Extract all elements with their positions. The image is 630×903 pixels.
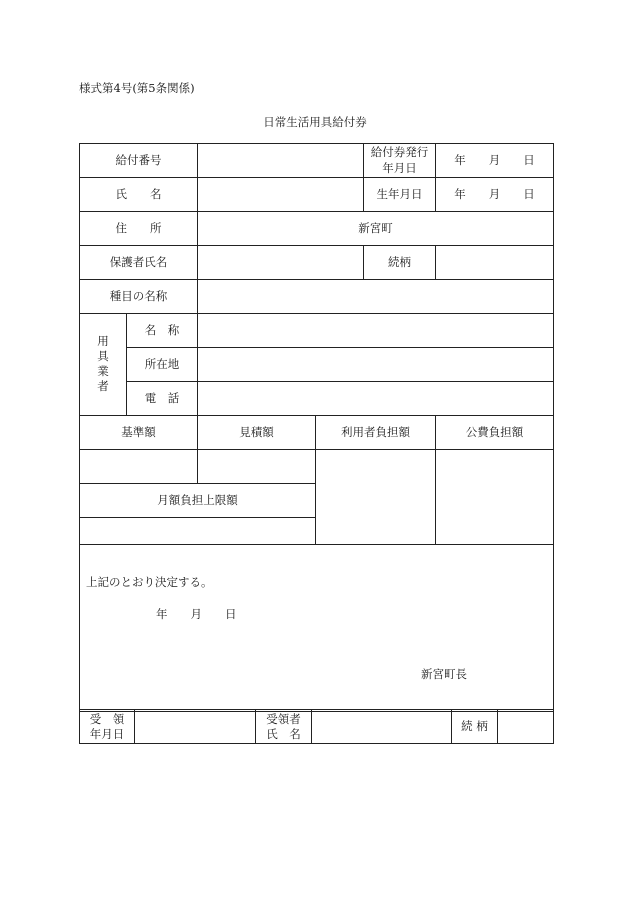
standard-amount-label: 基準額 bbox=[80, 416, 198, 450]
estimate-amount-field[interactable] bbox=[198, 450, 316, 484]
recipient-name-label: 受領者 氏 名 bbox=[256, 710, 312, 744]
vendor-name-field[interactable] bbox=[198, 314, 554, 348]
decision-date: 年 月 日 bbox=[156, 607, 237, 621]
vendor-group-label: 用具業者 bbox=[80, 314, 127, 416]
name-label: 氏 名 bbox=[80, 178, 198, 212]
issue-number-label: 給付番号 bbox=[80, 144, 198, 178]
mayor-signature: 新宮町長 bbox=[421, 667, 467, 681]
monthly-cap-label: 月額負担上限額 bbox=[80, 484, 316, 518]
vendor-name-label: 名 称 bbox=[127, 314, 198, 348]
monthly-cap-field[interactable] bbox=[80, 518, 316, 545]
vendor-address-label: 所在地 bbox=[127, 348, 198, 382]
vendor-phone-field[interactable] bbox=[198, 382, 554, 416]
estimate-amount-label: 見積額 bbox=[198, 416, 316, 450]
name-field[interactable] bbox=[198, 178, 364, 212]
vendor-phone-label: 電 話 bbox=[127, 382, 198, 416]
decision-text: 上記のとおり決定する。 bbox=[86, 575, 213, 589]
guardian-label: 保護者氏名 bbox=[80, 246, 198, 280]
vendor-address-field[interactable] bbox=[198, 348, 554, 382]
receipt-table bbox=[79, 709, 554, 744]
benefit-form-table bbox=[79, 143, 554, 712]
birthdate-field[interactable]: 年 月 日 bbox=[436, 178, 554, 212]
public-burden-label: 公費負担額 bbox=[436, 416, 554, 450]
standard-amount-field[interactable] bbox=[80, 450, 198, 484]
issue-date-field[interactable]: 年 月 日 bbox=[436, 144, 554, 178]
recipient-name-field[interactable] bbox=[312, 710, 452, 744]
user-burden-label: 利用者負担額 bbox=[316, 416, 436, 450]
receipt-date-label: 受 領 年月日 bbox=[80, 710, 135, 744]
issue-number-field[interactable] bbox=[198, 144, 364, 178]
address-label: 住 所 bbox=[80, 212, 198, 246]
issue-date-label: 給付券発行 年月日 bbox=[364, 144, 436, 178]
form-number: 様式第4号(第5条関係) bbox=[79, 81, 195, 95]
birthdate-label: 生年月日 bbox=[364, 178, 436, 212]
decision-section bbox=[80, 545, 554, 712]
receipt-relation-field[interactable] bbox=[498, 710, 554, 744]
guardian-field[interactable] bbox=[198, 246, 364, 280]
relation-label: 続柄 bbox=[364, 246, 436, 280]
receipt-date-field[interactable] bbox=[135, 710, 256, 744]
address-field[interactable]: 新宮町 bbox=[198, 212, 554, 246]
public-burden-field[interactable] bbox=[436, 450, 554, 545]
item-label: 種目の名称 bbox=[80, 280, 198, 314]
item-field[interactable] bbox=[198, 280, 554, 314]
user-burden-field[interactable] bbox=[316, 450, 436, 545]
receipt-relation-label: 続 柄 bbox=[452, 710, 498, 744]
relation-field[interactable] bbox=[436, 246, 554, 280]
form-title: 日常生活用具給付券 bbox=[263, 115, 367, 129]
